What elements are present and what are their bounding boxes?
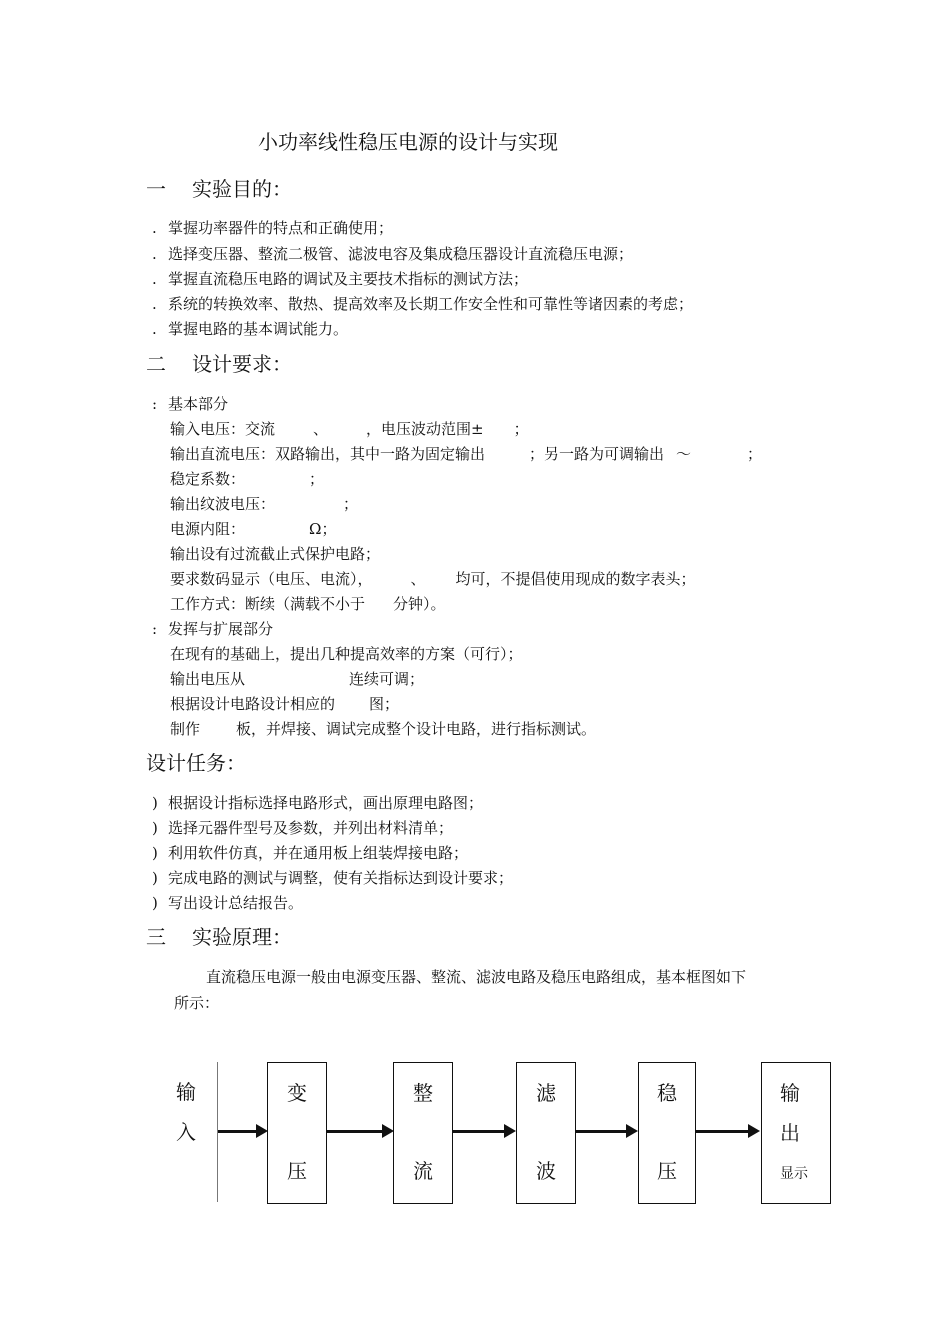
req-text: 输入电压：交流 [170,420,276,438]
req-text: ； [309,470,325,488]
section-heading-requirements [146,348,292,377]
output-label-display: 显示 [780,1166,808,1182]
ext-efficiency: 在现有的基础上，提出几种提高效率的方案（可行）； [170,645,523,663]
page-title: 小功率线性稳压电源的设计与实现 [258,130,558,154]
block-label-bottom: 流 [413,1159,433,1183]
block-label-top: 稳 [657,1081,677,1105]
block-label-top: 整 [413,1081,433,1105]
list-item [152,867,513,888]
req-text: 图； [369,695,400,713]
req-text: 制作 [170,720,201,738]
list-item [152,817,453,838]
section-number: 一 [146,177,166,201]
flow-arrow [218,1130,258,1133]
req-output-voltage [170,443,762,464]
req-text: 板，并焊接、调试完成整个设计电路，进行指标测试。 [236,720,597,738]
block-rectifier [393,1062,453,1204]
req-protection: 输出设有过流截止式保护电路； [170,545,381,563]
req-text: 工作方式：断续（满载不小于 [170,595,366,613]
req-mode [170,593,446,614]
req-text: 稳定系数： [170,470,246,488]
flow-arrow [576,1130,628,1133]
section-label: 实验原理： [192,925,292,949]
ext-range [170,668,424,689]
req-text: Ω； [309,520,337,538]
diagram-input-label-2: 入 [176,1120,196,1144]
list-mark: . [152,219,157,237]
list-mark: ) [152,819,158,837]
subheading-text: 发挥与扩展部分 [168,620,274,638]
req-text: 分钟）。 [393,595,446,613]
req-text: ；另一路为可调输出 [529,445,665,463]
req-text: 电源内阻： [170,520,246,538]
goal-text: 掌握功率器件的特点和正确使用； [168,219,394,237]
block-label-top: 滤 [536,1081,556,1105]
section-number: 二 [146,352,166,376]
req-text: 输出电压从 [170,670,246,688]
list-item [152,792,483,813]
task-text: 完成电路的测试与调整，使有关指标达到设计要求； [168,869,514,887]
req-text: ； [513,420,529,438]
ext-pcb [170,693,399,714]
list-item [152,842,468,863]
goal-text: 系统的转换效率、散热、提高效率及长期工作安全性和可靠性等诸因素的考虑； [168,295,694,313]
section-heading-goals [146,173,292,202]
principle-paragraph-line2: 所示： [174,994,220,1012]
req-text: 、 [313,420,329,438]
list-mark: : [152,620,158,638]
block-label-bottom: 压 [657,1159,677,1183]
block-output [761,1062,831,1204]
subheading-basic [152,393,228,414]
list-mark: : [152,395,158,413]
block-regulator [638,1062,696,1204]
output-label-1: 输 [780,1081,800,1105]
section-label: 实验目的： [192,177,292,201]
section-heading-principle [146,921,292,950]
req-text: 输出直流电压：双路输出，其中一路为固定输出 [170,445,486,463]
list-item [152,268,528,289]
list-mark: ) [152,794,158,812]
req-display [170,568,696,589]
list-mark: . [152,295,157,313]
list-mark: . [152,320,157,338]
block-label-bottom: 压 [287,1159,307,1183]
task-text: 利用软件仿真，并在通用板上组装焊接电路； [168,844,469,862]
list-item [152,293,693,314]
req-text: ～ [676,445,692,463]
goal-text: 选择变压器、整流二极管、滤波电容及集成稳压器设计直流稳压电源； [168,245,634,263]
req-text: 要求数码显示（电压、电流）， [170,570,373,588]
list-item [152,318,348,339]
req-text: 连续可调； [349,670,425,688]
list-mark: ) [152,844,158,862]
section-heading-tasks: 设计任务： [146,751,246,775]
diagram-input-label-1: 输 [176,1080,196,1104]
goal-text: 掌握电路的基本调试能力。 [168,320,349,338]
list-item [152,892,303,913]
list-mark: . [152,245,157,263]
req-text: 输出纹波电压： [170,495,276,513]
req-text: 根据设计电路设计相应的 [170,695,336,713]
req-text: ，电压波动范围± [366,420,484,438]
task-text: 根据设计指标选择电路形式，画出原理电路图； [168,794,484,812]
flow-arrow [327,1130,384,1133]
ext-make [170,718,596,739]
subheading-extension [152,618,273,639]
block-filter [516,1062,576,1204]
task-text: 写出设计总结报告。 [168,894,304,912]
req-text: 均可，不提倡使用现成的数字表头； [455,570,696,588]
section-number: 三 [146,925,166,949]
req-text: 、 [410,570,426,588]
output-label-2: 出 [780,1121,800,1145]
principle-paragraph-line1: 直流稳压电源一般由电源变压器、整流、滤波电路及稳压电路组成，基本框图如下 [206,968,747,986]
list-mark: ) [152,869,158,887]
block-transformer [267,1062,327,1204]
list-mark: . [152,270,157,288]
req-input-voltage [170,418,529,439]
req-ripple [170,493,358,514]
flow-arrow [453,1130,506,1133]
section-label: 设计要求： [192,352,292,376]
subheading-text: 基本部分 [168,395,229,413]
task-text: 选择元器件型号及参数，并列出材料清单； [168,819,454,837]
req-text: ； [343,495,359,513]
block-label-bottom: 波 [536,1159,556,1183]
flow-arrow [696,1130,750,1133]
req-text: ； [747,445,763,463]
list-item [152,217,393,238]
req-resistance [170,518,336,539]
goal-text: 掌握直流稳压电路的调试及主要技术指标的测试方法； [168,270,529,288]
req-stability [170,468,324,489]
list-item [152,243,633,264]
block-label-top: 变 [287,1081,307,1105]
list-mark: ) [152,894,158,912]
